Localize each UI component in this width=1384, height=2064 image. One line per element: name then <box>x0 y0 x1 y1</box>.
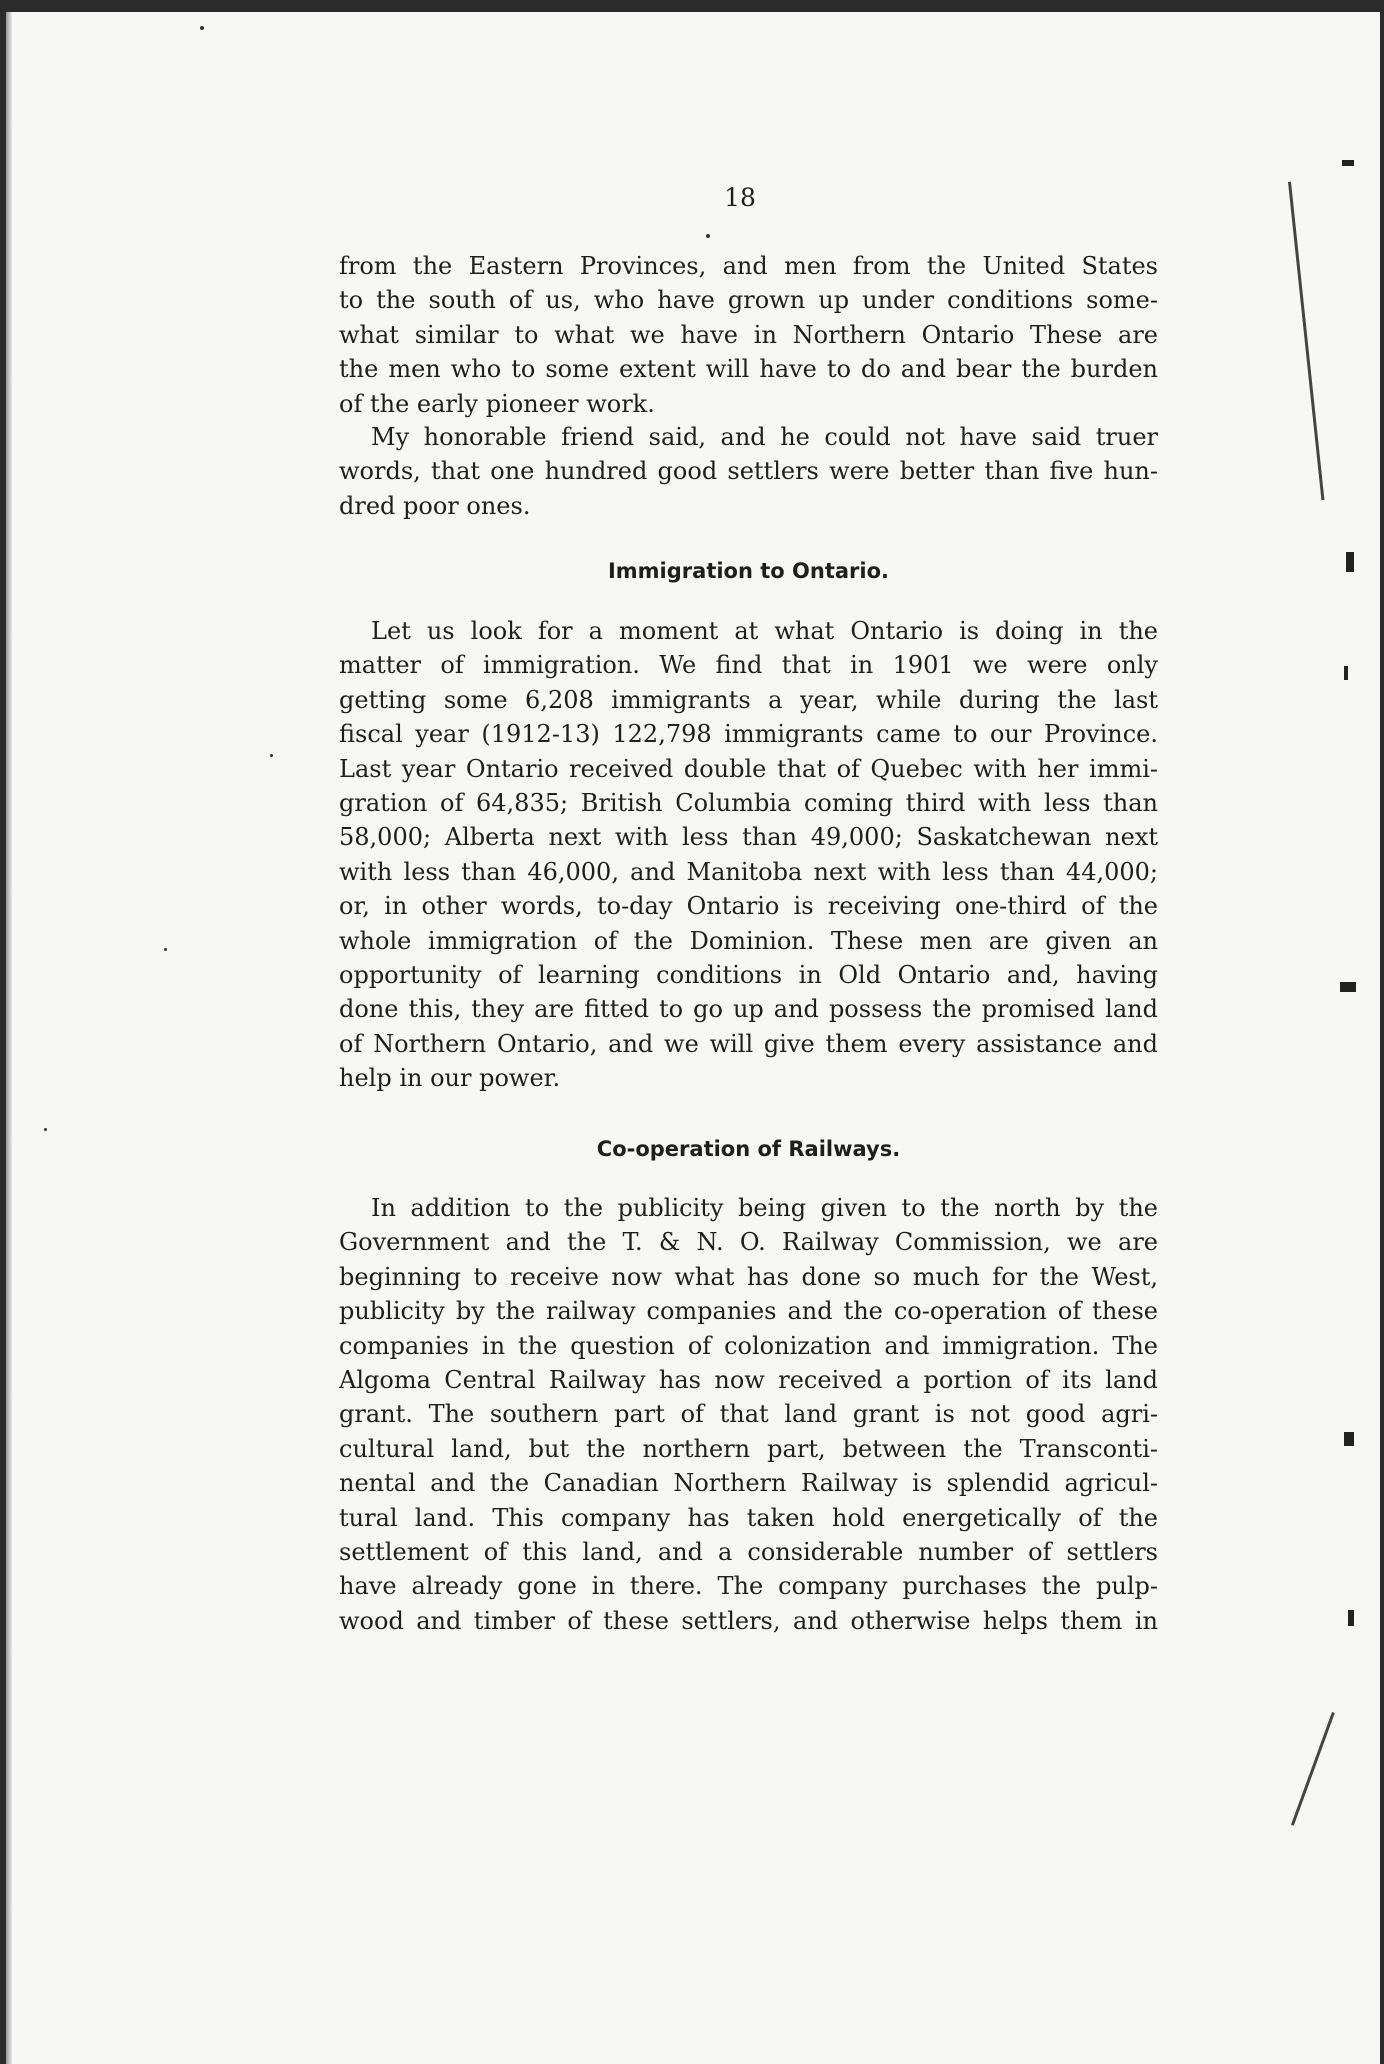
scan-speck <box>706 234 710 238</box>
text-line: from the Eastern Provinces, and men from the United States <box>339 252 1158 280</box>
text-line: 58,000; Alberta next with less than 49,000; Saskatchewan next <box>339 823 1158 852</box>
text-line: to the south of us, who have grown up under conditions some- <box>339 286 1158 315</box>
binding-shadow-line <box>1291 1712 1335 1826</box>
scan-speck <box>200 26 204 30</box>
text-line: Government and the T. & N. O. Railway Commission, we are <box>339 1228 1158 1257</box>
paragraph-immigration <box>339 614 1158 1095</box>
text-line: getting some 6,208 immigrants a year, while during the last <box>339 685 1158 714</box>
scan-speck <box>270 754 273 757</box>
text-line: settlement of this land, and a considerable number of settlers <box>339 1537 1158 1566</box>
page-edge-shadow <box>6 12 12 2064</box>
text-line: of the early pioneer work. <box>339 389 655 418</box>
text-line: My honorable friend said, and he could not have said truer <box>371 423 1158 451</box>
binding-shadow-line <box>1288 182 1324 501</box>
page-number: 18 <box>724 183 756 212</box>
binding-mark <box>1344 666 1348 680</box>
paragraph-railways <box>339 1191 1158 1638</box>
paragraph-honorable-friend <box>339 420 1158 523</box>
text-line: what similar to what we have in Northern Ontario These are <box>339 320 1158 349</box>
text-line: Last year Ontario received double that of Quebec with her immi- <box>339 754 1158 783</box>
text-line: the men who to some extent will have to do and bear the burden <box>339 355 1158 384</box>
text-line: have already gone in there. The company purchases the pulp- <box>339 1572 1158 1601</box>
text-line: words, that one hundred good settlers were better than five hun- <box>339 457 1158 486</box>
text-line: fiscal year (1912-13) 122,798 immigrants came to our Province. <box>339 720 1158 749</box>
text-line: wood and timber of these settlers, and otherwise helps them in <box>339 1606 1158 1635</box>
binding-mark <box>1342 160 1354 166</box>
text-line: tural land. This company has taken hold energetically of the <box>339 1503 1158 1532</box>
binding-mark <box>1348 1610 1354 1626</box>
text-line: companies in the question of colonization and immigration. The <box>339 1331 1158 1360</box>
text-line: gration of 64,835; British Columbia coming third with less than <box>339 788 1158 817</box>
text-line: with less than 46,000, and Manitoba next with less than 44,000; <box>339 857 1158 886</box>
text-line: help in our power. <box>339 1064 561 1093</box>
text-line: dred poor ones. <box>339 491 531 520</box>
scan-speck <box>164 948 167 951</box>
paragraph-continuation <box>339 249 1158 421</box>
binding-mark <box>1340 982 1356 992</box>
binding-mark <box>1346 552 1354 572</box>
scan-speck <box>44 1128 47 1131</box>
text-line: grant. The southern part of that land grant is not good agri- <box>339 1400 1158 1429</box>
text-line: or, in other words, to-day Ontario is receiving one-third of the <box>339 892 1158 921</box>
section-heading-immigration: Immigration to Ontario. <box>607 559 889 583</box>
text-line: opportunity of learning conditions in Old Ontario and, having <box>339 960 1158 989</box>
binding-mark <box>1344 1432 1354 1446</box>
text-line: of Northern Ontario, and we will give them every assistance and <box>339 1029 1158 1058</box>
text-line: In addition to the publicity being given to the north by the <box>371 1194 1158 1222</box>
text-line: Let us look for a moment at what Ontario is doing in the <box>371 617 1158 645</box>
text-line: matter of immigration. We find that in 1901 we were only <box>339 651 1158 680</box>
text-line: Algoma Central Railway has now received a portion of its land <box>339 1365 1158 1394</box>
text-line: whole immigration of the Dominion. These men are given an <box>339 926 1158 955</box>
text-line: publicity by the railway companies and the co-operation of these <box>339 1297 1158 1326</box>
text-line: cultural land, but the northern part, between the Transconti- <box>339 1434 1158 1463</box>
text-line: nental and the Canadian Northern Railway is splendid agricul- <box>339 1469 1158 1498</box>
text-line: beginning to receive now what has done so much for the West, <box>339 1262 1158 1291</box>
text-line: done this, they are fitted to go up and possess the promised land <box>339 995 1158 1024</box>
section-heading-railways: Co-operation of Railways. <box>596 1137 901 1161</box>
